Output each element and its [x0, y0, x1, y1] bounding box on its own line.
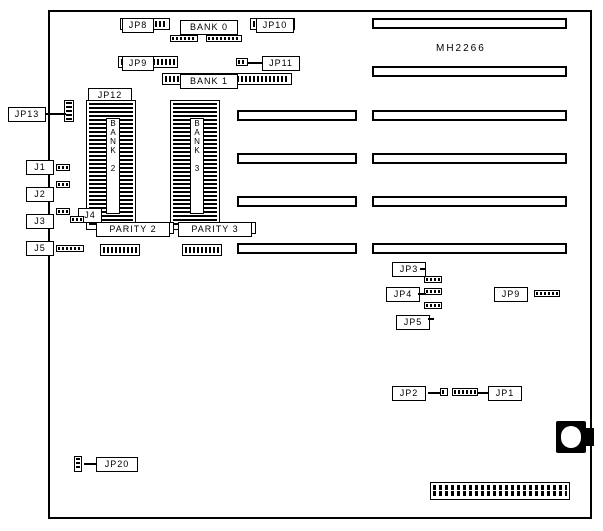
- connector-j2[interactable]: J2: [26, 187, 54, 202]
- simm-socket-lower-left: [100, 244, 140, 256]
- jumper-jp9[interactable]: JP9: [122, 56, 154, 71]
- bank-0-label: BANK 0: [180, 20, 238, 35]
- parity-3-label: PARITY 3: [178, 222, 252, 237]
- trace-jp1: [478, 392, 488, 394]
- trace-jp11: [248, 62, 262, 64]
- expansion-slot-4: [372, 153, 567, 164]
- short-slot-3: [237, 196, 357, 207]
- simm-socket-lower-right: [182, 244, 222, 256]
- pin-header-jp9-right[interactable]: [534, 290, 560, 297]
- pin-header-jp2[interactable]: [440, 388, 448, 396]
- connector-j1[interactable]: J1: [26, 160, 54, 175]
- jumper-jp9-right[interactable]: JP9: [494, 287, 528, 302]
- board-outline: [48, 10, 592, 519]
- expansion-slot-2: [372, 66, 567, 77]
- pin-header-j5[interactable]: [56, 245, 84, 252]
- parity-2-label: PARITY 2: [96, 222, 170, 237]
- bank-1-label: BANK 1: [180, 74, 238, 89]
- pin-header-top-b[interactable]: [206, 35, 242, 42]
- pin-header-j4[interactable]: [70, 216, 84, 223]
- trace-jp4: [418, 293, 426, 295]
- jumper-jp3[interactable]: JP3: [392, 262, 426, 277]
- connector-j5[interactable]: J5: [26, 241, 54, 256]
- bottom-edge-connector: [430, 482, 570, 500]
- jumper-jp8[interactable]: JP8: [122, 18, 154, 33]
- keyboard-connector-tab: [584, 428, 594, 446]
- jumper-jp5[interactable]: JP5: [396, 315, 430, 330]
- jumper-jp11[interactable]: JP11: [262, 56, 300, 71]
- pin-header-jp4[interactable]: [424, 288, 442, 295]
- trace-jp3: [420, 268, 426, 270]
- pin-header-top-a[interactable]: [170, 35, 198, 42]
- short-slot-1: [237, 110, 357, 121]
- jumper-jp10[interactable]: JP10: [256, 18, 294, 33]
- pin-header-j1[interactable]: [56, 164, 70, 171]
- jumper-jp13[interactable]: JP13: [8, 107, 46, 122]
- trace-jp2: [428, 392, 440, 394]
- pin-header-jp13[interactable]: [64, 100, 74, 122]
- pin-header-jp1[interactable]: [452, 388, 478, 396]
- pin-header-jp11[interactable]: [236, 58, 248, 66]
- trace-jp5: [428, 318, 434, 320]
- pin-header-j2[interactable]: [56, 181, 70, 188]
- connector-j3[interactable]: J3: [26, 214, 54, 229]
- pin-header-j3[interactable]: [56, 208, 70, 215]
- pin-header-jp3[interactable]: [424, 276, 442, 283]
- short-slot-4: [237, 243, 357, 254]
- expansion-slot-6: [372, 243, 567, 254]
- expansion-slot-5: [372, 196, 567, 207]
- jumper-jp4[interactable]: JP4: [386, 287, 420, 302]
- bank-2-label: B A N K 2: [106, 118, 120, 214]
- jumper-jp1[interactable]: JP1: [488, 386, 522, 401]
- trace-jp20: [84, 463, 96, 465]
- bank-3-label: B A N K 3: [190, 118, 204, 214]
- expansion-slot-1: [372, 18, 567, 29]
- jumper-jp2[interactable]: JP2: [392, 386, 426, 401]
- jumper-jp20[interactable]: JP20: [96, 457, 138, 472]
- short-slot-2: [237, 153, 357, 164]
- keyboard-connector: [556, 421, 586, 453]
- trace-jp13: [44, 113, 66, 115]
- expansion-slot-3: [372, 110, 567, 121]
- pin-header-jp5[interactable]: [424, 302, 442, 309]
- connector-j4[interactable]: J4: [78, 208, 102, 223]
- jumper-jp12[interactable]: JP12: [88, 88, 132, 103]
- chip-label: MH2266: [436, 43, 486, 54]
- pin-header-jp20[interactable]: [74, 456, 82, 472]
